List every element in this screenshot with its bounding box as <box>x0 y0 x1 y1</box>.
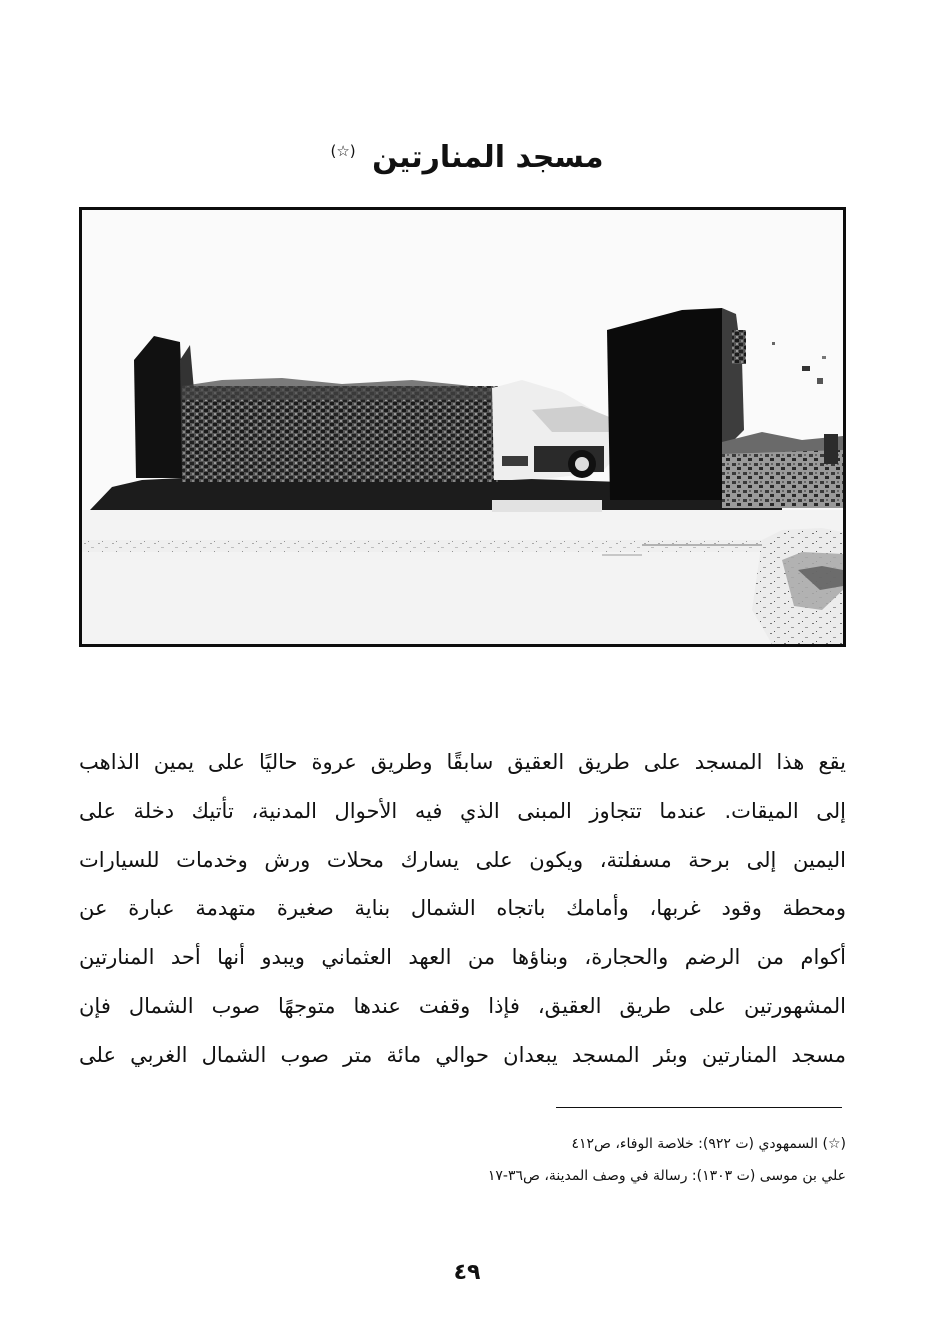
page-number: ٤٩ <box>453 1260 481 1285</box>
footnote-item: (☆) السمهودي (ت ٩٢٢): خلاصة الوفاء، ص٤١٢ <box>571 1136 846 1152</box>
body-line: مسجد المنارتين وبئر المسجد يبعدان حوالي مائة متر صوب الشمال الغربي على <box>79 1042 846 1067</box>
footnotes <box>380 1128 846 1192</box>
body-line: إلى الميقات. عندما تتجاوز المبنى الذي فيه الأحوال المدنية، تأتيك دخلة على <box>79 798 846 823</box>
body-line: أكوام من الرضم والحجارة، وبناؤها من العهد العثماني ويبدو أنها أحد المنارتين <box>79 945 846 970</box>
photo-drawing <box>82 210 843 644</box>
body-line: ومحطة وقود غربها، وأمامك باتجاه الشمال بناية صغيرة متهدمة عبارة عن <box>79 896 846 921</box>
body-line: المشهورتين على طريق العقيق، فإذا وقفت عندها متوجهًا صوب الشمال فإن <box>79 993 846 1018</box>
body-line: يقع هذا المسجد على طريق العقيق سابقًا وطريق عروة حاليًا على يمين الذاهب <box>79 750 846 774</box>
page-title <box>0 126 934 183</box>
footnote-marker: (☆) <box>330 142 356 160</box>
body-line: اليمين إلى برحة مسفلتة، ويكون على يسارك محلات ورش وخدمات للسيارات <box>79 847 846 872</box>
footnote-divider <box>556 1107 842 1108</box>
footnote-item: علي بن موسى (ت ١٣٠٣): رسالة في وصف المدينة، ص٣٦-١٧ <box>487 1168 846 1184</box>
mosque-ruin-photo <box>79 207 846 647</box>
body-paragraph <box>79 738 846 1080</box>
page-title-text: مسجد المنارتين <box>372 140 604 175</box>
